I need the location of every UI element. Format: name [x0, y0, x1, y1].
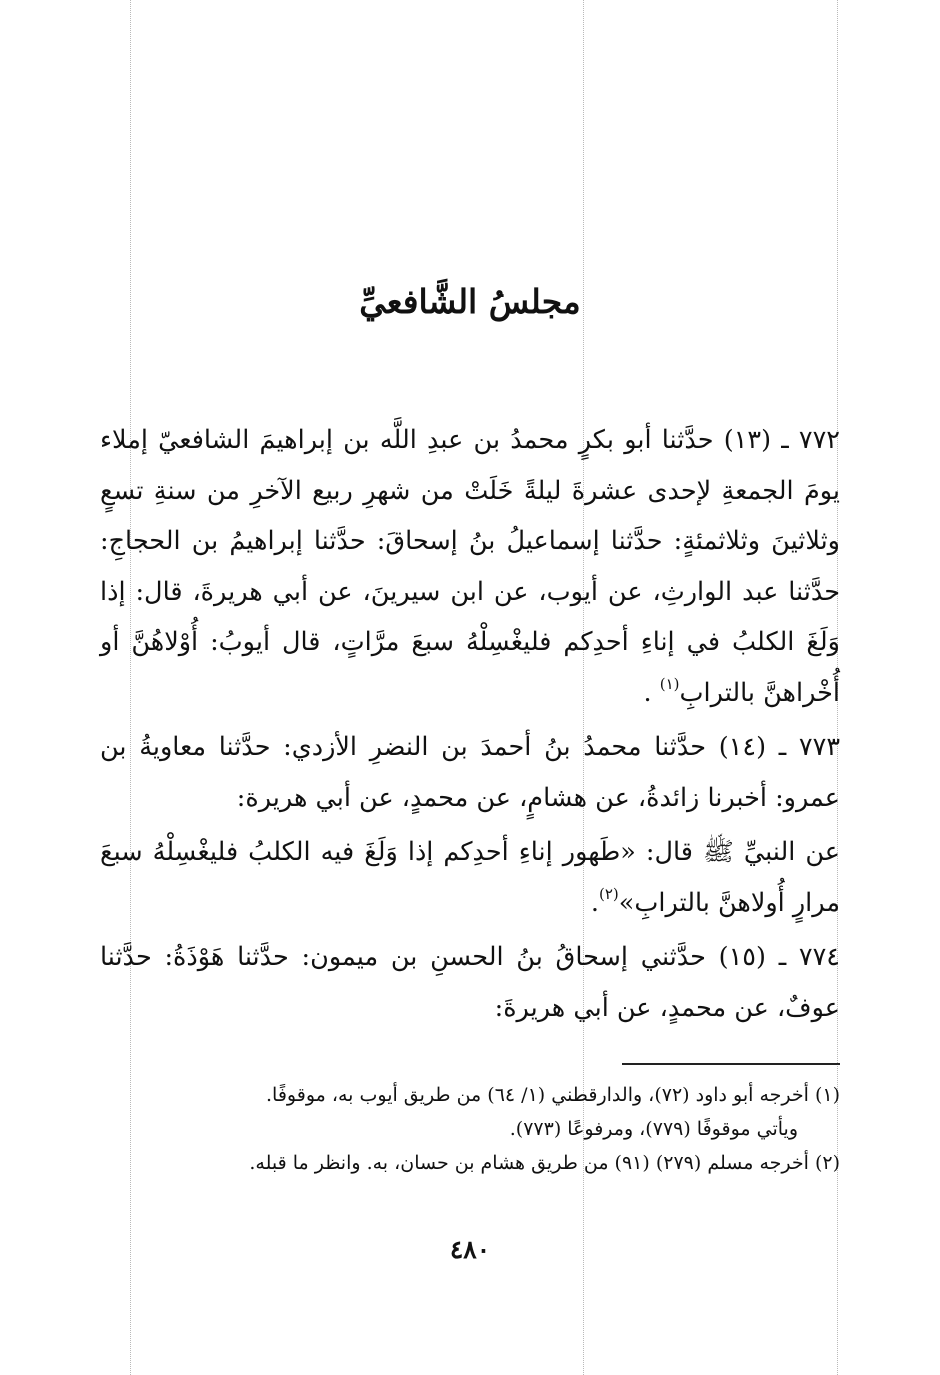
- footnote-marker: (٢): [814, 1152, 840, 1174]
- page-title: مجلسُ الشَّافعيِّ: [359, 282, 581, 321]
- footnote-text: ويأتي موقوفًا (٧٧٩)، ومرفوعًا (٧٧٣).: [509, 1118, 798, 1140]
- hadith-text: حدَّثنا محمدُ بنُ أحمدَ بن النضرِ الأزدي: حدَّثنا معاويةُ بن عمرو: أخبرنا زائدةُ، عن هشامٍ، عن محمدٍ، عن أبي هريرة:: [100, 732, 840, 813]
- hadith-paragraph: [100, 415, 840, 718]
- footnote-reference[interactable]: (٢): [598, 884, 619, 903]
- footnote-item: [100, 1078, 840, 1112]
- paragraph-end: .: [590, 887, 599, 918]
- footnote-text: أخرجه مسلم (٢٧٩) (٩١) من طريق هشام بن حسان، به. وانظر ما قبله.: [249, 1152, 809, 1174]
- book-page: [100, 0, 840, 1375]
- hadith-number: ٧٧٣ ـ (١٤): [718, 732, 841, 762]
- hadith-paragraph: [100, 722, 840, 823]
- hadith-text: عن النبيِّ ﷺ قال: «طَهور إناءِ أحدِكم إذا وَلَغَ فيه الكلبُ فليغْسِلْهُ سبعَ مرارٍ أُولاهنَّ بالترابِ»: [100, 837, 840, 918]
- hadith-number: ٧٧٤ ـ (١٥): [718, 942, 840, 972]
- hadith-paragraph: [100, 932, 840, 1033]
- footnote-divider: [622, 1063, 840, 1065]
- hadith-matn: [100, 827, 840, 928]
- page-number: ٤٨٠: [449, 1235, 491, 1264]
- footnote-item: [100, 1146, 840, 1180]
- paragraph-end: .: [643, 677, 660, 708]
- footnotes: [100, 1078, 840, 1180]
- footnote-text: أخرجه أبو داود (٧٢)، والدارقطني (١/ ٦٤) من طريق أيوب به، موقوفًا.: [266, 1084, 809, 1106]
- hadith-number: ٧٧٢ ـ (١٣): [723, 425, 840, 455]
- footnote-continuation: [100, 1112, 840, 1146]
- main-text: [100, 415, 840, 1037]
- footnote-reference[interactable]: (١): [659, 674, 680, 693]
- footnote-marker: (١): [814, 1084, 840, 1106]
- hadith-text: حدَّثنا أبو بكرٍ محمدُ بن عبدِ اللَّه بن إبراهيمَ الشافعيّ إملاء يومَ الجمعةِ لإحدى عشرةَ ليلةً خَلَتْ من شهرِ ربيع الآخرِ من سنةِ تسعٍ وثلاثينَ وثلاثمئةٍ: حدَّثنا إسماعيلُ بنُ إسحاقَ: حدَّثنا إبراهيمُ بن الحجاجِ: حدَّثنا عبد الوارثِ، عن أيوب، عن ابن سيرينَ، عن أبي هريرةَ، قال: إذا وَلَغَ الكلبُ في إناءِ أحدِكم فليغْسِلْهُ سبعَ مرَّاتٍ، قال أيوبُ: أُوْلاهُنَّ أو أُخْراهنَّ بالترابِ: [100, 425, 840, 708]
- hadith-text: حدَّثني إسحاقُ بنُ الحسنِ بن ميمون: حدَّثنا هَوْذَةُ: حدَّثنا عوفٌ، عن محمدٍ، عن أبي هريرةَ:: [100, 942, 840, 1023]
